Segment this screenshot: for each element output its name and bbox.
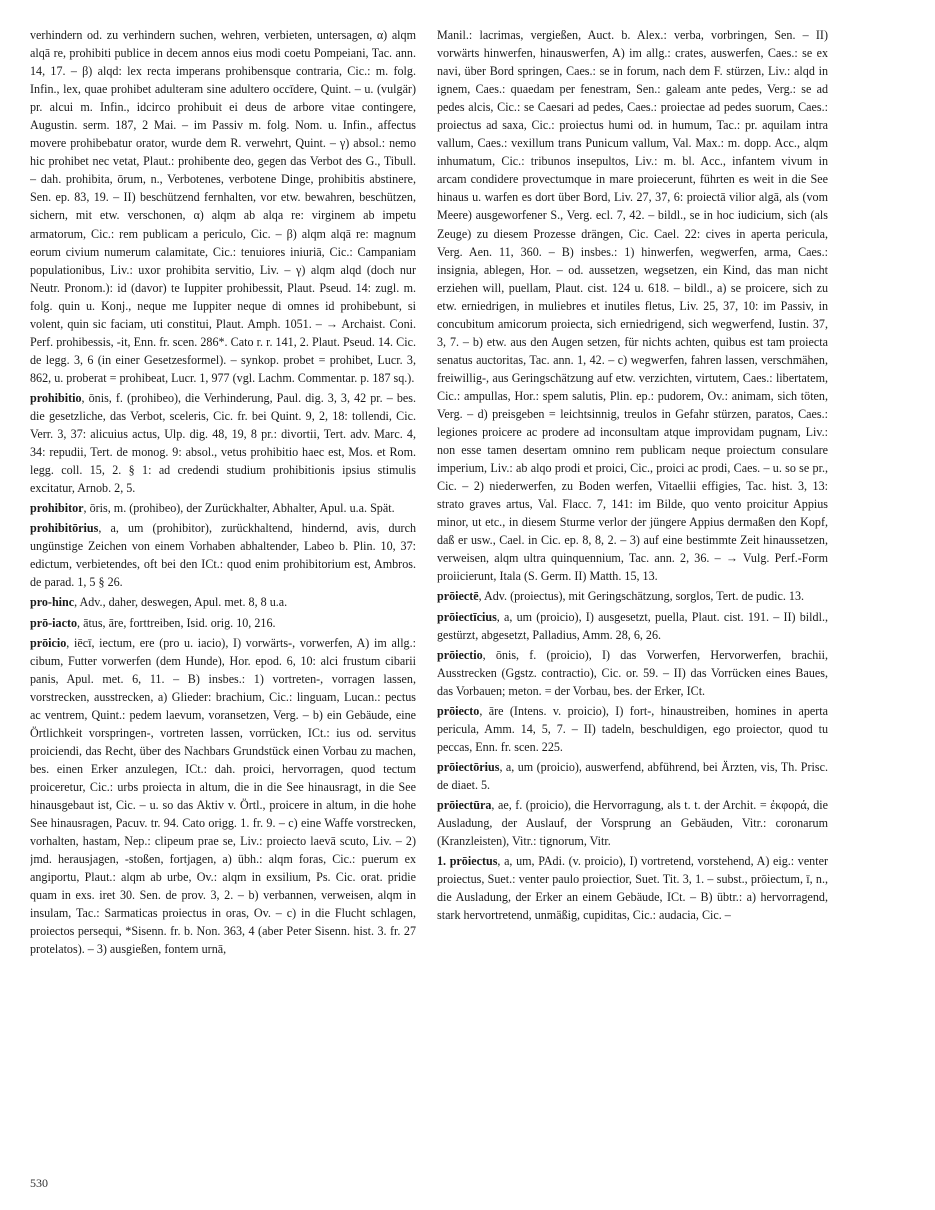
entry-headword: prōiectōrius <box>437 759 500 774</box>
entry-headword: prohibitōrius <box>30 521 99 536</box>
dictionary-entry <box>437 702 828 756</box>
entry-headword: 1. prōiectus <box>437 854 498 869</box>
entry-text: , ōnis, f. (prohibeo), die Verhinderung, Paul. dig. 3, 3, 42 pr. – bes. die gesetzliche, das Verbot, sceleris, Cic. fr. bei Quint. 9, 2, 18: tollendi, Cic. Verr. 3, 37: alicuius actus, Ulp. dig. 48, 19, 8 pr.: divortii, Tert. adv. Marc. 4, 34: repudii, Tert. de monog. 9: absol., vetus prohibitio haec est, Mos. et Rom. legg. coll. 15, 2. § 1: ad credendi studium prohibitionis ipsius stimulis excitatur, Arnob. 2, 5. <box>30 390 416 496</box>
dictionary-entry <box>30 519 416 591</box>
entry-text: , a, um, PAdi. (v. proicio), I) vortretend, vorstehend, A) eig.: venter proiectus, Suet.: venter paulo proiectior, Suet. Tit. 3, 1. – subst., prōiectum, ī, n., die Ausladung, der Erker an einem Gebäude, ICt. – B) übtr.: a) hervorragend, stark hervortretend, unmäßig, cupiditas, Cic.: audacia, Cic. – <box>437 854 828 923</box>
dictionary-entry <box>30 634 416 959</box>
entry-text: , āre (Intens. v. proicio), I) fort-, hinaustreiben, homines in aperta pericula, Amm. 14, 5, 7. – II) tadeln, beschuldigen, ego proiector, quod tu peccas, Enn. fr. scen. 225. <box>437 703 828 754</box>
entry-headword: prōiectīcius <box>437 609 497 624</box>
page-number: 530 <box>30 1176 48 1190</box>
dictionary-entry <box>437 758 828 794</box>
entry-text: , a, um (prohibitor), zurückhaltend, hindernd, avis, durch ungünstige Zeichen von einem Vorhaben abhaltender, Labeo b. Plin. 10, 37: edictum, verbietendes, oft bei den ICt.: quod enim prohibitorium est, Ambros. de parad. 1, 5 § 26. <box>30 521 416 590</box>
entry-text: , iēcī, iectum, ere (pro u. iacio), I) vorwärts-, vorwerfen, A) im allg.: cibum, Futter vorwerfen (dem Hunde), Hor. epod. 6, 10: alci frustum cibarii panis, Apul. met. 6, 11. – B) insbes.: 1) vortreten-, vorragen lassen, vorstrecken, ausstrecken, a) Glieder: brachium, Cic.: linguam, Lucan.: pectus ac ventrem, Quint.: pedem laevum, voransetzen, Verg. – b) ein Gebäude, eine Örtlichkeit vorspringen-, vortreten lassen, vorrücken, ICt.: ius od. servitus proiciendi, das Recht, über des Nachbars Grundstück einen Vorbau zu machen, bes. einen Erker anzulegen, ICt.: dah. proici, hervorragen, quod tectum proiceretur, Cic.: urbs proiecta in altum, die in die See hinausragt, in die See hinausgebaut ist, Cic. – u. so das Aktiv v. Örtl., proicere in altum, in die hohe See hinausragen, Pacuv. tr. 94. Cato origg. 1. fr. 9. – c) eine Waffe vorstrecken, vorhalten, hastam, Nep.: clipeum prae se, Liv.: proiecto laevā scuto, Liv. – 2) jmd. herausjagen, -stoßen, fortjagen, a) übh.: alqm foras, Cic.: puerum ex angiportu, Plaut.: alqm ab urbe, Ov.: alqm in exsilium, Ps. Cic. orat. pridie quam in exs. iret 30. Sen. de prov. 3, 2. – b) verbannen, verweisen, alqm in insulam, Tac.: Sarmaticas proiectus in oras, Ov. – c) in die Flucht schlagen, proiectos persequi, *Sisenn. fr. b. Non. 363, 4 (aber Peter Sisenn. hist. 3. fr. 27 protelatos). – 3) ausgießen, fontem urnā, <box>30 635 416 957</box>
entry-headword: prōicio <box>30 635 67 650</box>
entry-headword: prōiectūra <box>437 797 492 812</box>
entry-text: verhindern od. zu verhindern suchen, wehren, verbieten, untersagen, α) alqm alqā re, prohibiti publice in decem annos eius modi coetu Pompeiani, Tac. ann. 14, 17. – β) alqd: lex recta imperans prohibensque contraria, Cic.: m. folg. Infin., lex, quae prohibet adulteram sine adultero occīdere, Quint. – u. (vulgär) pr. alcui m. Infin., idcirco prohibuit ei deus de arbore vitae contingere, Augustin. serm. 187, 2 Mai. – im Passiv m. folg. Nom. u. Infin., affectus movere prohibebatur orator, wurde dem R. verwehrt, Quint. – γ) absol.: nemo hic prohibet nec vetat, Plaut.: prohibente deo, gegen das Verbot des G., Tibull. – dah. prohibita, ōrum, n., Verbotenes, verbotene Dinge, prohibitis abstinere, Sen. ep. 83, 19. – II) beschützend fernhalten, vor etw. bewahren, beschützen, sichern, mit etw. verschonen, α) alqm ab alqa re: virginem ab impetu armatorum, Cic.: rem publicam a periculo, Cic. – β) alqm alqā re: magnum eorum civium numerum calamitate, Cic.: tenuiores iniuriā, Cic.: Campaniam populationibus, Liv.: uxor prohibita servitio, Liv. – γ) alqm alqd (doch nur Neutr. Pronom.): id (davor) te Iuppiter prohibessit, Plaut. Pseud. 14: zugl. m. folg. quin u. Konj., neque me Iuppiter neque di omnes id prohibebunt, si volent, quin sic faciam, uti constitui, Plaut. Amph. 1051. – → Archaist. Coni. Perf. prohibessis, -it, Enn. fr. scen. 286*. Cato r. r. 141, 2. Plaut. Pseud. 14. Cic. de legg. 3, 6 (in einer Gesetzesformel). – synkop. probet = prohibet, Lucr. 3, 862, u. proberat = prohibeat, Lucr. 1, 977 (vgl. Lachm. Commentar. p. 187 sq.). <box>30 28 416 385</box>
entry-headword: pro-hinc <box>30 595 75 610</box>
dictionary-entry <box>437 852 828 924</box>
dictionary-entry <box>437 26 828 585</box>
dictionary-entry <box>437 646 828 700</box>
entry-headword: prōiecto <box>437 703 480 718</box>
entry-headword: prohibitio <box>30 390 82 405</box>
entry-headword: prōiectē <box>437 589 479 604</box>
entry-text: , a, um (proicio), I) ausgesetzt, puella, Plaut. cist. 191. – II) bildl., gestürzt, abgesetzt, Palladius, Amm. 28, 6, 26. <box>437 609 828 642</box>
dictionary-entry <box>437 796 828 850</box>
dictionary-entry <box>437 608 828 644</box>
dictionary-page <box>30 26 910 1176</box>
entry-headword: prō-iacto <box>30 615 78 630</box>
entry-text: , ātus, āre, forttreiben, Isid. orig. 10, 216. <box>77 615 276 630</box>
entry-text: , ae, f. (proicio), die Hervorragung, als t. t. der Archit. = ἐκφορά, die Ausladung, der Auslauf, der Vorsprung an Gebäuden, Vitr.: coronarum (Kranzleisten), Vitr.: tignorum, Vitr. <box>437 797 828 849</box>
right-column <box>437 26 828 1176</box>
dictionary-entry <box>30 593 416 611</box>
dictionary-entry <box>30 389 416 497</box>
dictionary-entry <box>30 26 416 387</box>
left-column <box>30 26 416 1176</box>
entry-text: , ōris, m. (prohibeo), der Zurückhalter, Abhalter, Apul. u.a. Spät. <box>83 501 395 516</box>
entry-text: Manil.: lacrimas, vergießen, Auct. b. Alex.: verba, vorbringen, Sen. – II) vorwärts hinwerfen, hinauswerfen, A) im allg.: crates, auswerfen, Caes.: se ex navi, über Bord springen, Caes.: se in forum, nach dem F. stürzen, Liv.: alqd in ignem, Caes.: quaedam per fenestram, Sen.: galeam ante pedes, Verg.: se ad pedes alcis, Cic.: se Caesari ad pedes, Caes.: proiectae ad pedes suorum, Caes.: proiectus ad saxa, Cic.: proiectus humi od. in humum, Tac.: pr. aquilam intra vallum, Caes.: vexillum trans Punicum vallum, Val. Max.: m. dopp. Acc., alqm inhumatum, Cic.: tribunos insepultos, Liv.: m. bl. Acc., infantem vivum in arcam condidere provectumque in mare proiecerunt, führten es weit in die See hinaus u. warfen es dort über Bord, Liv. 27, 37, 6: proiectā vilior algā, als (vom Meere) ausgeworfener S., Verg. ecl. 7, 42. – bildl., se in hoc iudicium, sich (als Zeuge) zu diesem Prozesse drängen, Cic. Cael. 22: cives in aperta pericula, Verg. Aen. 11, 360. – B) insbes.: 1) hinwerfen, wegwerfen, arma, Caes.: insignia, ablegen, Hor. – od. aussetzen, wegsetzen, ein Kind, das man nicht erziehen will, puellam, Plaut. cist. 124 u. 618. – bildl., a) se proicere, sich zu etw. erniedrigen, in muliebres et inutiles fletus, Liv. 25, 37, 10: im Passiv, in concubitum amicorum proiecta, sich erniedrigend, sich wegwerfend, Iustin. 37, 3, 7. – b) etw. aus den Augen setzen, für nichts achten, quibus est tam proiecta senatus auctoritas, Tac. ann. 1, 42. – c) wegwerfen, fahren lassen, verschmähen, freiwillig-, aus Geringschätzung auf etw. verzichten, virtutem, Caes.: libertatem, Cic.: ampullas, Hor.: spem salutis, Plin. ep.: pudorem, Ov.: animam, sich töten, Verg. – d) preisgeben = leichtsinnig, treulos in Gefahr stürzen, paratos, Caes.: legiones proicere ac prodere ad inconsultam atque improvidam pugnam, Liv.: non esse tamen desertam omnino rem publicam neque proiectum consulare imperium, Liv.: ab alqo prodi et proici, Cic., proici ac prodi, Caes. – u. so se pr., Cic. – 2) niederwerfen, zu Boden werfen, Vitaellii effigies, Tac. hist. 3, 13: strato graves artus, Val. Flacc. 7, 141: im Bilde, quo vento proicitur Appius minor, ut etc., in diesem Sturme verlor der jüngere Appius dermaßen den Kopf, daß er usw., Cael. in Cic. ep. 8, 8, 2. – 3) auf eine bestimmte Zeit hinaussetzen, verweisen, alqm ultra quinquennium, Tac. ann. 2, 36. – → Vulg. Perf.-Form proiicierunt, Itala (S. Germ. II) Matth. 15, 13. <box>437 28 828 584</box>
dictionary-entry <box>30 499 416 517</box>
entry-text: , a, um (proicio), auswerfend, abführend, bei Ärzten, vis, Th. Prisc. de diaet. 5. <box>437 759 828 792</box>
dictionary-entry <box>437 587 828 605</box>
entry-headword: prohibitor <box>30 501 84 516</box>
entry-text: , ōnis, f. (proicio), I) das Vorwerfen, Hervorwerfen, brachii, Ausstrecken (Ggstz. contractio), Cic. or. 59. – II) das Vorrücken eines Baues, das Vorbauen; meton. = der Vorbau, bes. der Erker, ICt. <box>437 647 828 698</box>
entry-headword: prōiectio <box>437 647 483 662</box>
entry-text: , Adv. (proiectus), mit Geringschätzung, sorglos, Tert. de pudic. 13. <box>478 589 805 604</box>
entry-text: , Adv., daher, deswegen, Apul. met. 8, 8 u.a. <box>74 595 288 610</box>
dictionary-entry <box>30 614 416 632</box>
